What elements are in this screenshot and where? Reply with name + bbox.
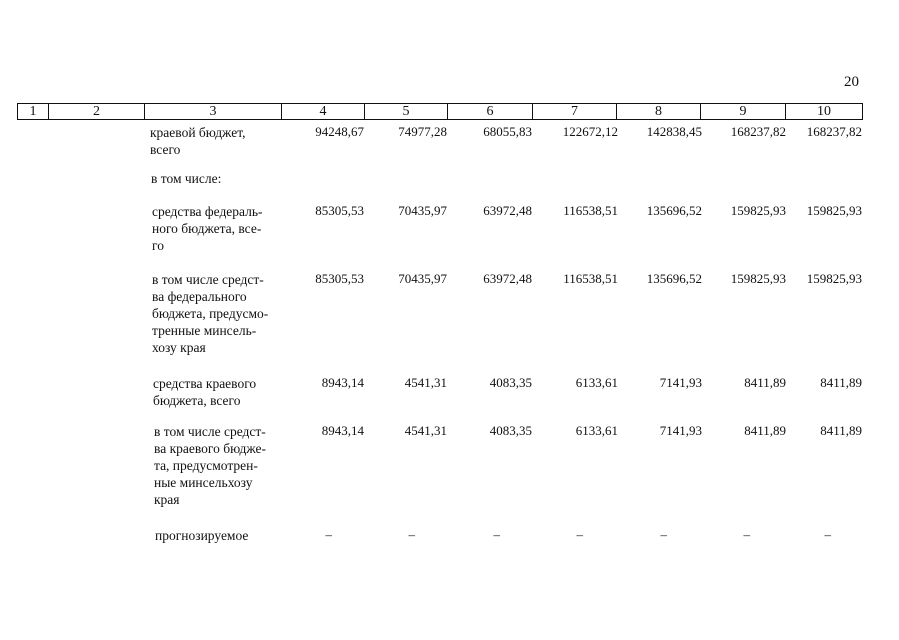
cell-col-4: 85305,53 [315,203,364,218]
cell-col-7: 116538,51 [563,271,618,286]
cell-col-8: – [660,527,667,542]
header-col-8: 8 [617,104,701,120]
cell-col-4: 8943,14 [321,423,364,438]
header-col-5: 5 [365,104,448,120]
header-col-4: 4 [282,104,365,120]
cell-col-9: 159825,93 [730,271,786,286]
header-col-10: 10 [786,104,863,120]
header-col-2: 2 [49,104,145,120]
row-label: в том числе: [151,171,222,186]
cell-col-8: 7141,93 [659,375,702,390]
cell-col-5: 70435,97 [398,271,447,286]
cell-col-6: 63972,48 [483,203,532,218]
cell-col-10: 168237,82 [806,124,862,139]
header-col-7: 7 [533,104,617,120]
row-label: в том числе средст- ва краевого бюдже- та, предусмотрен- ные минсельхозу края [154,424,266,507]
cell-col-6: 68055,83 [483,124,532,139]
cell-col-9: – [743,527,750,542]
column-number-header [17,103,863,120]
header-col-3: 3 [145,104,282,120]
cell-col-4: – [325,527,332,542]
cell-col-10: 159825,93 [806,271,862,286]
cell-col-10: – [824,527,831,542]
row-label: средства федераль- ного бюджета, все- го [152,204,263,253]
cell-col-10: 8411,89 [820,375,862,390]
header-col-9: 9 [701,104,786,120]
cell-col-8: 7141,93 [659,423,702,438]
cell-col-9: 8411,89 [744,423,786,438]
cell-col-8: 135696,52 [646,271,702,286]
cell-col-9: 168237,82 [730,124,786,139]
cell-col-7: – [576,527,583,542]
row-label: в том числе средст- ва федерального бюджета, предусмо- тренные минсель- хозу края [152,272,269,355]
header-col-6: 6 [448,104,533,120]
cell-col-10: 8411,89 [820,423,862,438]
row-label: средства краевого бюджета, всего [153,376,257,408]
cell-col-9: 159825,93 [730,203,786,218]
cell-col-7: 6133,61 [575,423,618,438]
cell-col-5: 70435,97 [398,203,447,218]
cell-col-6: 4083,35 [489,375,532,390]
cell-col-5: 74977,28 [398,124,447,139]
page-number: 20 [844,74,859,90]
cell-col-10: 159825,93 [806,203,862,218]
cell-col-4: 94248,67 [315,124,364,139]
header-col-1: 1 [18,104,49,120]
cell-col-4: 8943,14 [321,375,364,390]
cell-col-8: 142838,45 [646,124,702,139]
cell-col-6: 63972,48 [483,271,532,286]
row-label: прогнозируемое [155,528,249,543]
cell-col-5: 4541,31 [404,423,447,438]
cell-col-5: – [408,527,415,542]
cell-col-8: 135696,52 [646,203,702,218]
cell-col-6: 4083,35 [489,423,532,438]
cell-col-5: 4541,31 [404,375,447,390]
cell-col-9: 8411,89 [744,375,786,390]
cell-col-4: 85305,53 [315,271,364,286]
cell-col-7: 122672,12 [562,124,618,139]
cell-col-7: 6133,61 [575,375,618,390]
cell-col-6: – [493,527,500,542]
cell-col-7: 116538,51 [563,203,618,218]
row-label: краевой бюджет, всего [150,125,246,157]
